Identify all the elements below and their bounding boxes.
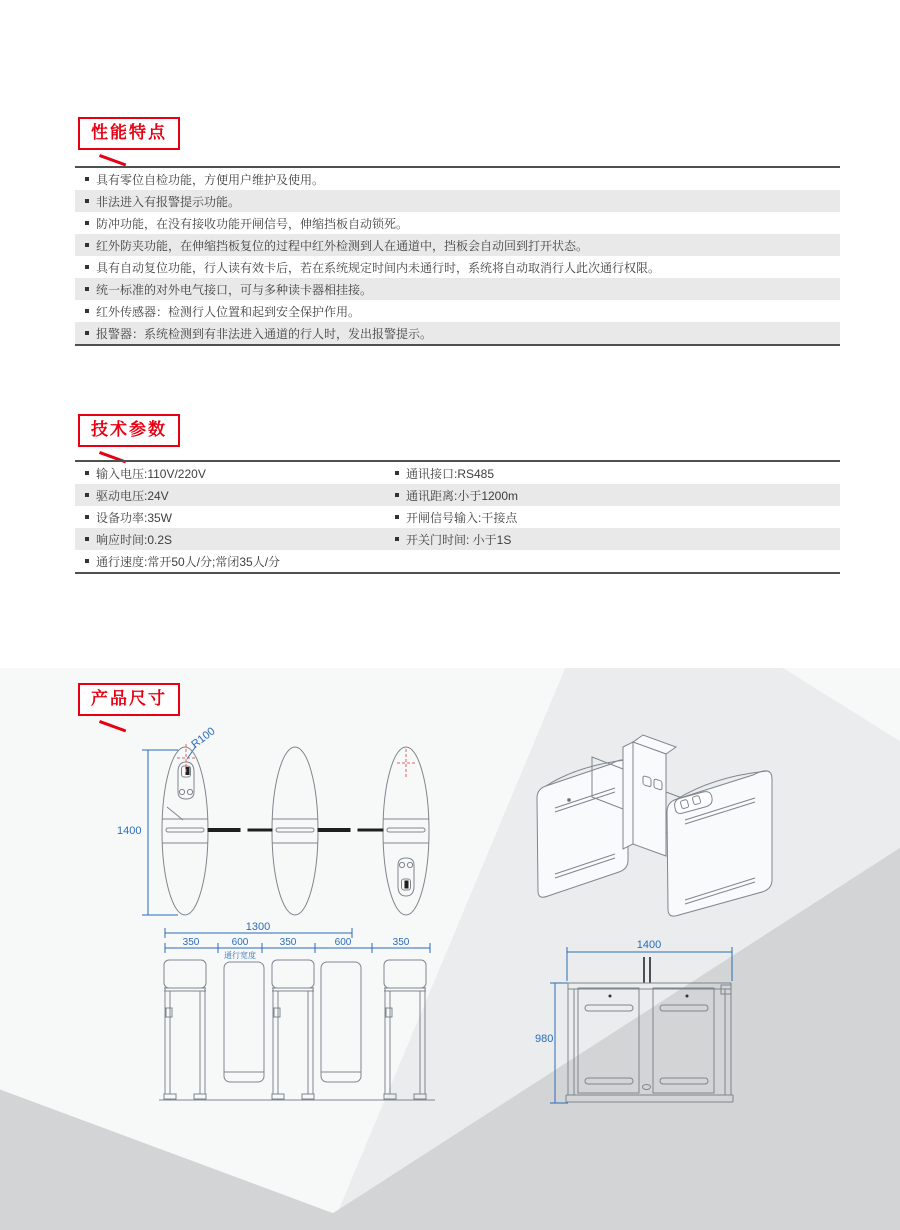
feature-item [75, 256, 840, 278]
feature-text: 具有自动复位功能，行人读有效卡后，若在系统规定时间内未通行时，系统将自动取消行人此次通行权限。 [96, 260, 661, 275]
perspective-shapes [537, 735, 772, 916]
bullet-icon [85, 287, 89, 291]
bullet-icon [395, 537, 399, 541]
spec-table [75, 460, 840, 574]
spec-row [75, 550, 840, 572]
dimensions-section [0, 668, 900, 1230]
bullet-icon [85, 199, 89, 203]
feature-text: 红外传感器：检测行人位置和起到安全保护作用。 [96, 304, 361, 319]
feature-text: 具有零位自检功能，方便用户维护及使用。 [96, 172, 325, 187]
bullet-icon [85, 243, 89, 247]
spec-cell [395, 509, 517, 526]
spec-cell [85, 487, 395, 504]
bullet-icon [85, 515, 89, 519]
spec-text: 设备功率:35W [96, 510, 173, 525]
dimensions-title-box [78, 683, 180, 716]
spec-row [75, 506, 840, 528]
spec-cell [85, 531, 395, 548]
spec-row [75, 462, 840, 484]
spec-row [75, 484, 840, 506]
bullet-icon [85, 559, 89, 563]
spec-cell [85, 465, 395, 482]
bullet-icon [395, 471, 399, 475]
bullet-icon [85, 471, 89, 475]
feature-text: 非法进入有报警提示功能。 [96, 194, 241, 209]
feature-item [75, 322, 840, 344]
side-view-drawing [525, 935, 870, 1115]
bullet-icon [85, 309, 89, 313]
front-view-drawing [145, 922, 495, 1112]
perspective-drawing [515, 712, 795, 917]
features-title-box [78, 117, 180, 150]
bullet-icon [395, 493, 399, 497]
dimension-label: 350 [182, 937, 200, 948]
spec-cell [85, 509, 395, 526]
dimension-label: 980 [535, 1033, 554, 1045]
features-title-text: 性能特点 [91, 123, 167, 142]
feature-text: 统一标准的对外电气接口，可与多种读卡器相挂接。 [96, 282, 373, 297]
feature-text: 防冲功能，在没有接收功能开闸信号，伸缩挡板自动锁死。 [96, 216, 409, 231]
bullet-icon [85, 331, 89, 335]
feature-item [75, 234, 840, 256]
spec-text: 输入电压:110V/220V [96, 466, 206, 481]
dimension-lines [165, 928, 430, 953]
feature-item [75, 212, 840, 234]
bullet-icon [85, 265, 89, 269]
dimension-label: 1400 [117, 825, 142, 837]
bullet-icon [85, 493, 89, 497]
passage-width-label: 通行宽度 [224, 951, 256, 960]
feature-item [75, 278, 840, 300]
top-view-drawing [100, 725, 475, 928]
feature-item [75, 300, 840, 322]
spec-text: 通讯接口:RS485 [406, 466, 495, 481]
spec-cell [395, 465, 494, 482]
dimensions-title-text: 产品尺寸 [91, 689, 167, 708]
feature-text: 报警器：系统检测到有非法进入通道的行人时，发出报警提示。 [96, 326, 433, 341]
spec-text: 开关门时间: 小于1S [406, 532, 512, 547]
title-tail [99, 154, 126, 166]
spec-text: 开闸信号输入:干接点 [406, 510, 518, 525]
wing-blade [644, 957, 650, 983]
specs-title-box [78, 414, 180, 447]
dimension-label: 350 [279, 937, 297, 948]
cabinet-front-shapes [159, 960, 435, 1100]
spec-text: 响应时间:0.2S [96, 532, 173, 547]
spec-text: 通讯距离:小于1200m [406, 488, 519, 503]
bullet-icon [85, 221, 89, 225]
spec-cell [85, 553, 395, 570]
bullet-icon [395, 515, 399, 519]
feature-item [75, 190, 840, 212]
cabinet-plan-shapes [162, 747, 429, 915]
bullet-icon [85, 177, 89, 181]
spec-cell [395, 487, 518, 504]
dimension-label: R100 [189, 725, 218, 751]
specs-title [78, 414, 180, 447]
spec-text: 驱动电压:24V [96, 488, 169, 503]
dimension-label: 350 [392, 937, 410, 948]
features-title [78, 117, 180, 150]
feature-list [75, 166, 840, 346]
bullet-icon [85, 537, 89, 541]
dimension-label: 1300 [245, 921, 271, 933]
feature-text: 红外防夹功能，在伸缩挡板复位的过程中红外检测到人在通道中，挡板会自动回到打开状态。 [96, 238, 589, 253]
spec-text: 通行速度:常开50人/分;常闭35人/分 [96, 554, 281, 569]
dimension-lines [550, 947, 732, 1103]
dimension-label: 600 [231, 937, 249, 948]
specs-title-text: 技术参数 [91, 420, 167, 439]
crosshair-marks [177, 744, 415, 779]
spec-cell [395, 531, 511, 548]
cabinet-side-shapes [566, 983, 733, 1102]
dimension-label: 1400 [636, 939, 662, 951]
dimensions-title [78, 683, 180, 716]
spec-row [75, 528, 840, 550]
feature-item [75, 168, 840, 190]
dimension-label: 600 [334, 937, 352, 948]
